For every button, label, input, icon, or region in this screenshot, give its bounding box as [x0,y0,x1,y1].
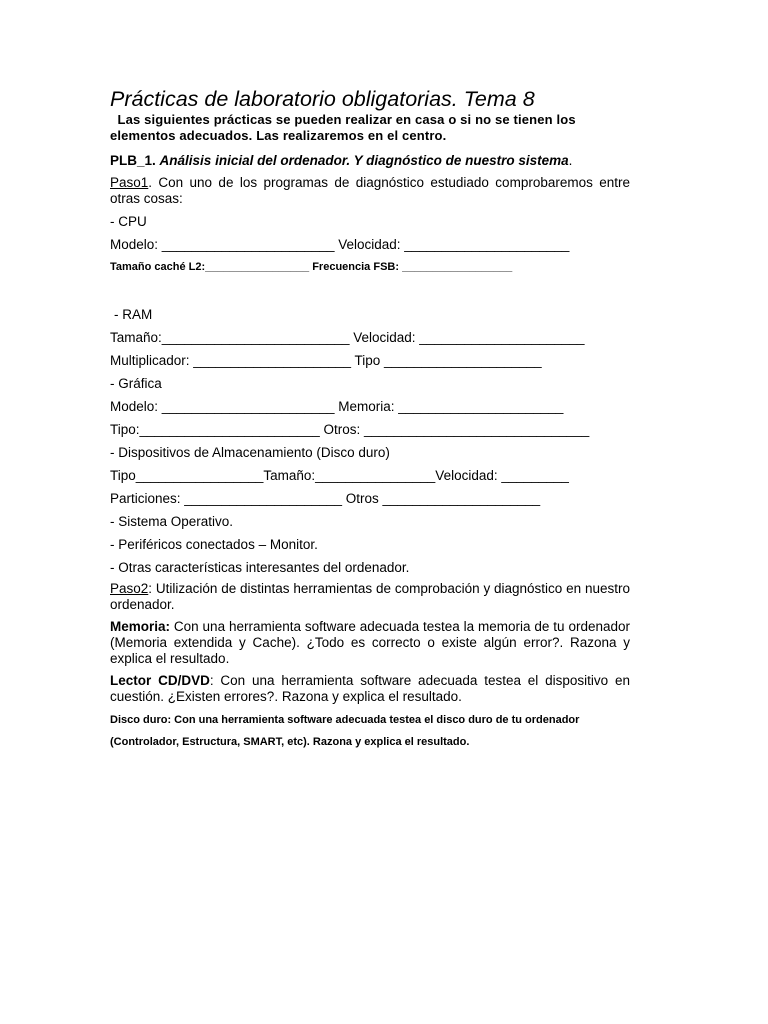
page-title: Prácticas de laboratorio obligatorias. Tema 8 [110,87,535,111]
grafica-line-1: Modelo: _______________________ Memoria: ______________________ [110,399,564,414]
memoria-paragraph [110,619,630,667]
practice-name: Análisis inicial del ordenador. Y diagnóstico de nuestro sistema [159,153,569,168]
paso1-paragraph [110,175,630,207]
ram-line-1: Tamaño:_________________________ Velocidad: ______________________ [110,330,585,345]
perifericos-item: - Periféricos conectados – Monitor. [110,537,318,552]
memoria-text: Con una herramienta software adecuada testea la memoria de tu ordenador (Memoria extendida y Cache). ¿Todo es correcto o existe algún error?. Razona y explica el resultado. [110,619,630,666]
grafica-header: - Gráfica [110,376,162,391]
lector-text: : Con una herramienta software adecuada testea el dispositivo en cuestión. ¿Existen errores?. Razona y explica el resultado. [110,673,630,704]
cpu-line-1: Modelo: _______________________ Velocidad: ______________________ [110,237,570,252]
paso2-label: Paso2 [110,581,149,596]
sistema-operativo-item: - Sistema Operativo. [110,514,234,529]
practice-heading [110,152,630,170]
lector-label: Lector CD/DVD [110,673,210,688]
paso2-paragraph [110,581,630,613]
practice-code: PLB_1. [110,153,156,168]
grafica-line-2: Tipo:________________________ Otros: ______________________________ [110,422,590,437]
intro-text: Las siguientes prácticas se pueden realizar en casa o si no se tienen los elementos adecuados. Las realizaremos en el centro. [110,112,576,143]
ram-line-2: Multiplicador: _____________________ Tipo _____________________ [110,353,542,368]
disco-duro-paragraph: Disco duro: Con una herramienta software adecuada testea el disco duro de tu ordenador (Controlador, Estructura, SMART, etc). Razona y explica el resultado. [110,714,580,748]
paso2-text: : Utilización de distintas herramientas de comprobación y diagnóstico en nuestro ordenador. [110,581,630,612]
almacenamiento-line-2: Particiones: _____________________ Otros _____________________ [110,491,541,506]
paso1-text: . Con uno de los programas de diagnóstico estudiado comprobaremos entre otras cosas: [110,175,630,206]
lector-paragraph [110,673,630,705]
almacenamiento-header: - Dispositivos de Almacenamiento (Disco duro) [110,445,390,460]
ram-header: - RAM [114,307,153,322]
intro-paragraph [110,112,630,144]
document-page [110,86,630,753]
cpu-line-2: Tamaño caché L2:_________________ Frecuencia FSB: __________________ [110,261,513,273]
cpu-header: - CPU [110,214,147,229]
otras-caracteristicas-item: - Otras características interesantes del ordenador. [110,560,410,575]
practice-heading-end: . [568,153,573,168]
paso1-label: Paso1 [110,175,149,190]
memoria-label: Memoria: [110,619,171,634]
almacenamiento-line-1: Tipo_________________Tamaño:________________Velocidad: _________ [110,468,569,483]
